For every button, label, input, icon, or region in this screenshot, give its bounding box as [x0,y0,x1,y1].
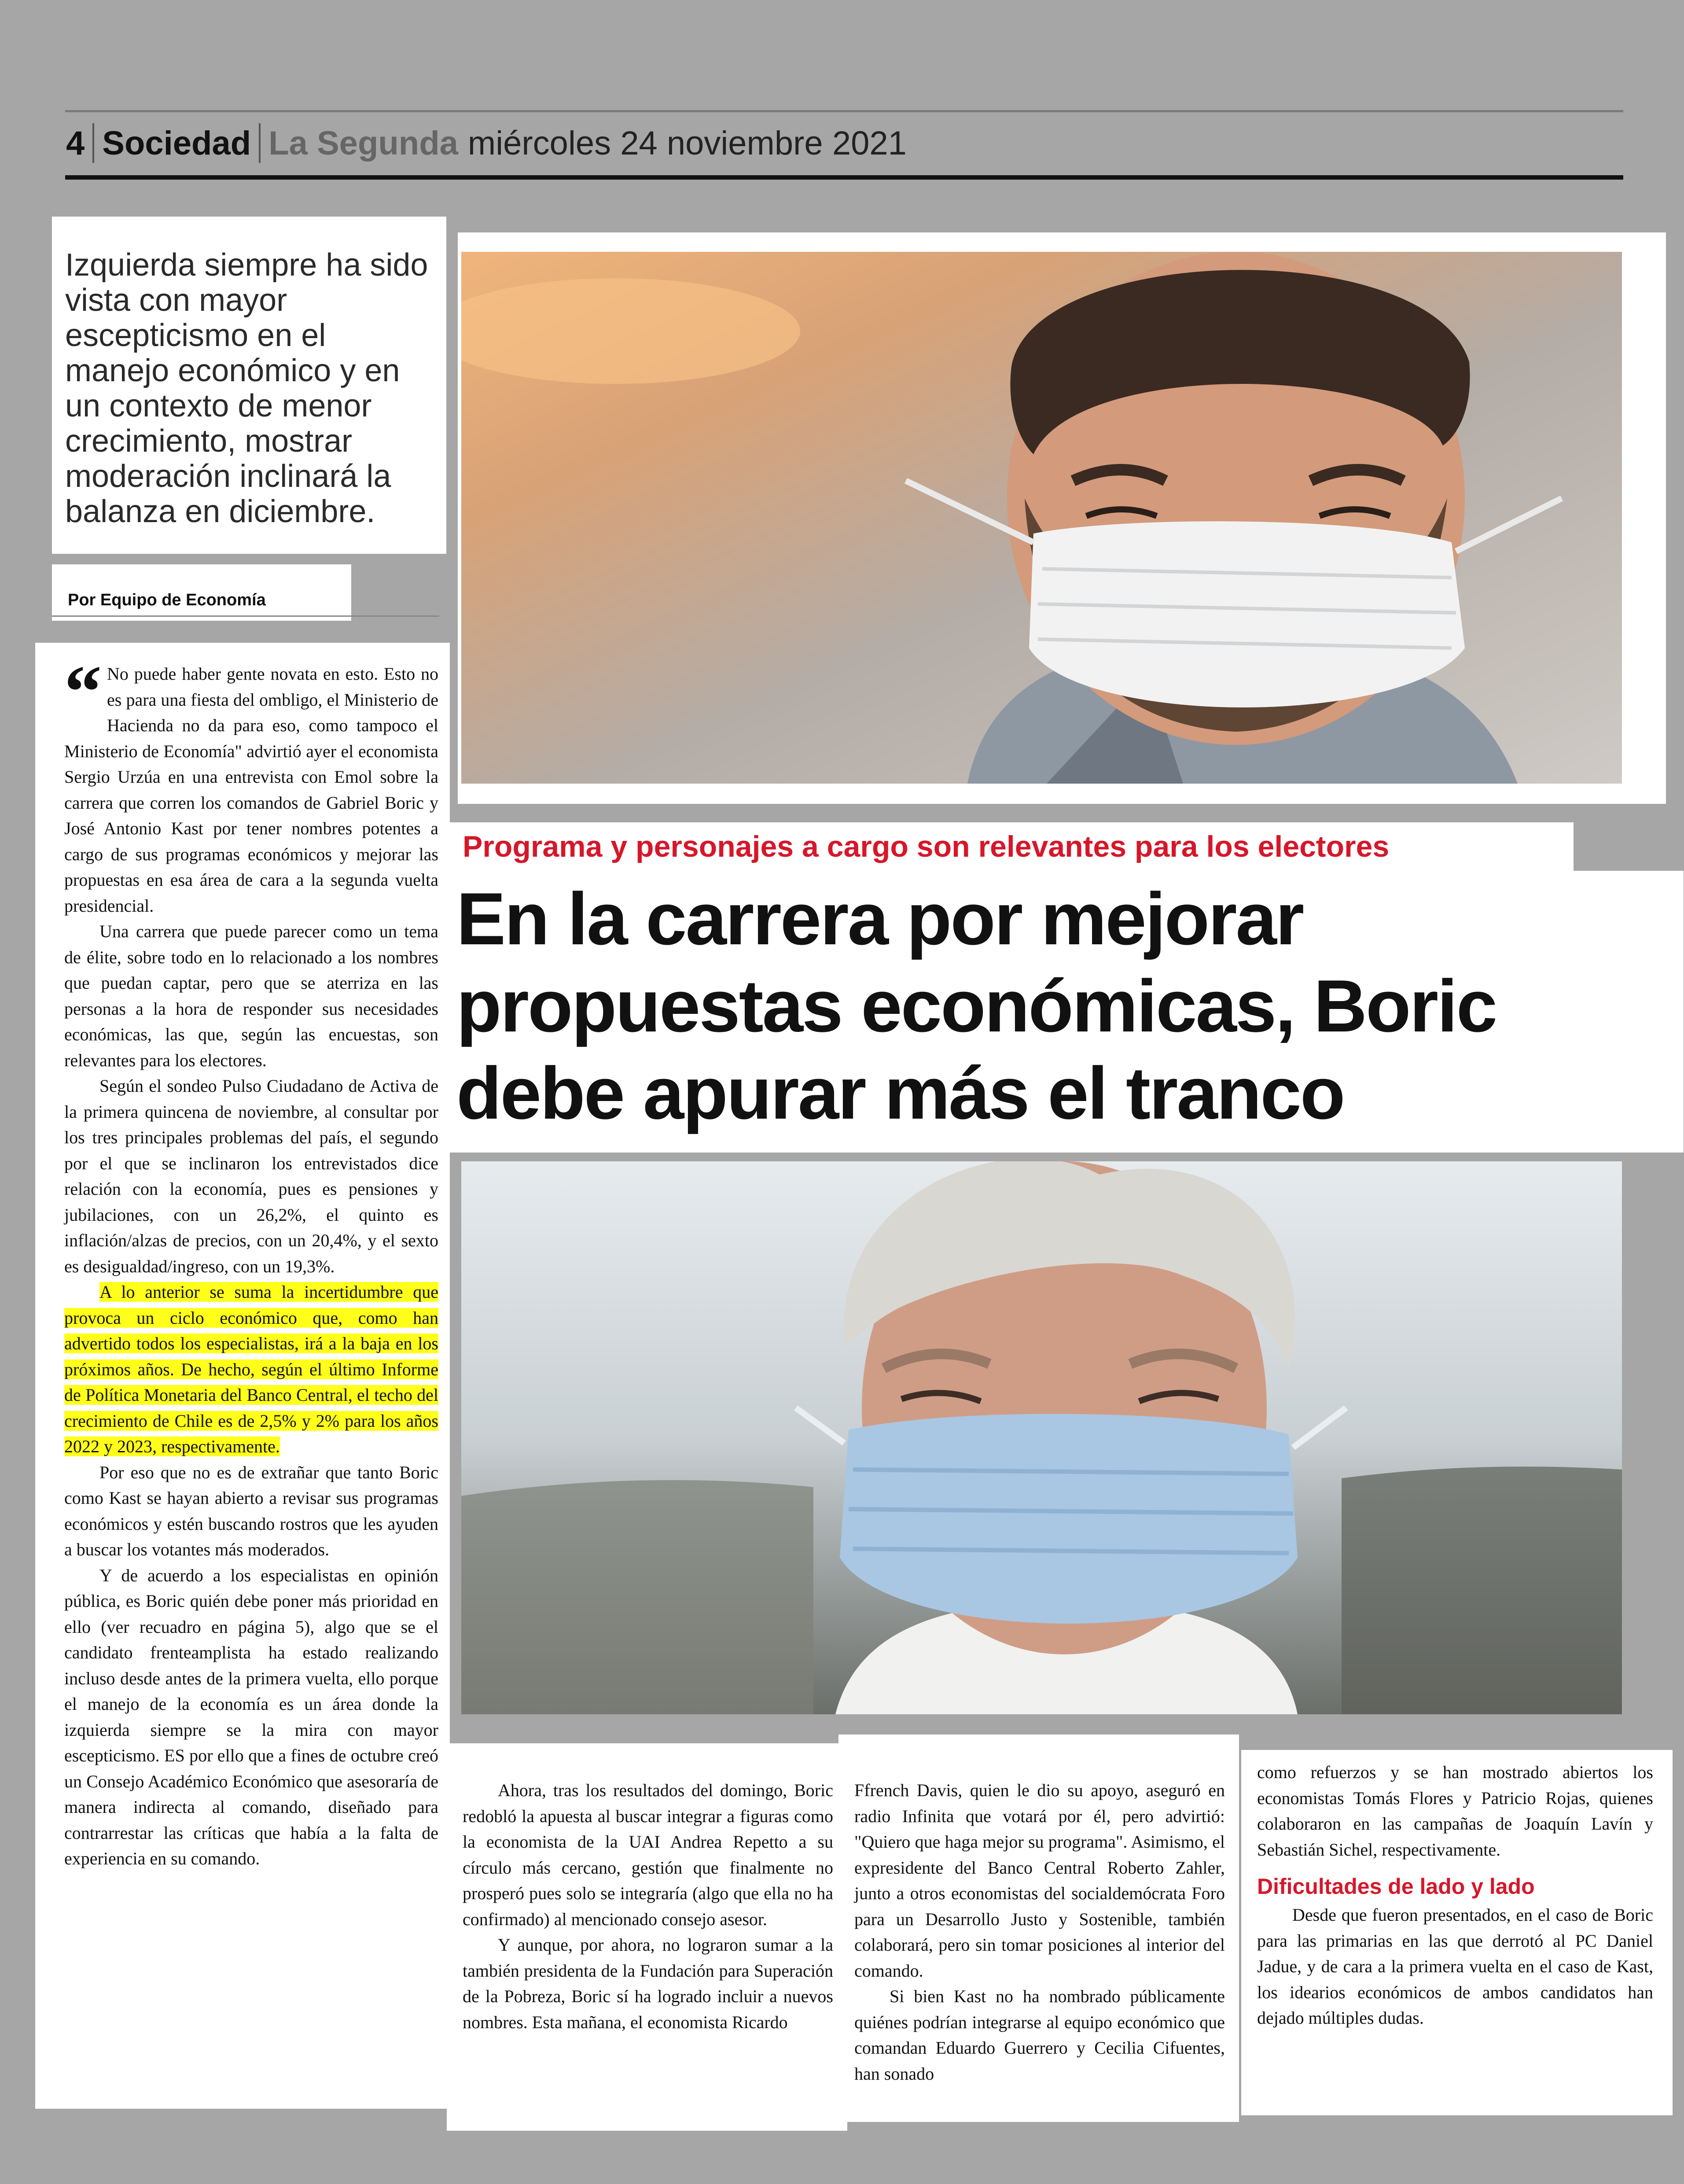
header-top-rule [65,110,1623,112]
subheading: Dificultades de lado y lado [1257,1874,1535,1899]
paragraph: “ No puede haber gente novata en esto. Esto no es para una fiesta del ombligo, el Ministerio de Hacienda no da para eso, como tampoco el Ministerio de Economía" advirtió ayer el economista Sergio Urzúa en una entrevista con Emol sobre la carrera que corren los comandos de Gabriel Boric y José Antonio Kast por tener nombres potentes a cargo de sus programas económicos y mejorar las propuestas en esa área de cara a la segunda vuelta presidencial. [64,650,438,916]
column-2-text [463,1778,833,2035]
paragraph: Y aunque, por ahora, no lograron sumar a la también presidenta de la Fundación para Superación de la Pobreza, Boric sí ha logrado incluir a nuevos nombres. Esta mañana, el economista Ricardo [463,1935,833,2032]
publication-name: La Segunda [268,124,458,162]
paragraph: Desde que fueron presentados, en el caso de Boric para las primarias en las que derrotó al PC Daniel Jadue, y de cara a la primera vuelta en el caso de Kast, los idearios económicos de ambos candidatos han dejado múltiples dudas. [1257,1905,1653,2028]
publication-date: miércoles 24 noviembre 2021 [467,124,907,162]
opening-quote-mark: “ [64,650,102,733]
column-3-text [854,1778,1225,2087]
paragraph: Por eso que no es de extrañar que tanto Boric como Kast se hayan abierto a revisar sus programas económicos y estén buscando rostros que les ayuden a buscar los votantes más moderados. [64,1462,438,1559]
pull-quote: Izquierda siempre ha sido vista con mayor escepticismo en el manejo económico y en un contexto de menor crecimiento, mostrar moderación inclinará la balanza en diciembre. [65,247,428,529]
paragraph: Ffrench Davis, quien le dio su apoyo, aseguró en radio Infinita que votará por él, pero advirtió: "Quiero que haga mejor su programa". Asimismo, el expresidente del Banco Central Roberto Zahler, junto a otros economistas del socialdemócrata Foro para un Desarrollo Justo y Sostenible, también colaborará, pero sin tomar posiciones al interior del comando. [854,1780,1225,1981]
column-4 [1241,1750,1673,2115]
byline-box [52,564,351,621]
kicker-box [447,822,1574,871]
headline: En la carrera por mejorar propuestas económicas, Boric debe apurar más el tranco [456,877,1496,1134]
paragraph: Si bien Kast no ha nombrado públicamente quiénes podrían integrarse al equipo económico que comandan Eduardo Guerrero y Cecilia Cifuentes, han sonado [854,1986,1225,2084]
kicker: Programa y personajes a cargo son relevantes para los electores [463,830,1390,863]
column-3 [838,1735,1239,2122]
photo-kast [461,1161,1622,1714]
section-name: Sociedad [102,124,251,162]
highlight: A lo anterior se suma la incertidumbre que provoca un ciclo económico que, como han advertido todos los especialistas, irá a la baja en los próximos años. De hecho, según el último Informe de Política Monetaria del Banco Central, el techo del crecimiento de Chile es de 2,5% y 2% para los años 2022 y 2023, respectivamente. [64,1282,438,1456]
paragraph: Según el sondeo Pulso Ciudadano de Activa de la primera quincena de noviembre, al consultar por los tres principales problemas del país, el segundo por el que se inclinaron los entrevistados dice relación con la economía, pues es pensiones y jubilaciones, con un 26,2%, el quinto es inflación/alzas de precios, con un 20,4%, y el sexto es desigualdad/ingreso, con un 19,3%. [64,1076,438,1276]
paragraph: Y de acuerdo a los especialistas en opinión pública, es Boric quién debe poner más prioridad en ello (ver recuadro en página 5), algo que se el candidato frenteamplista ha estado realizando incluso desde antes de la primera vuelta, ello porque el manejo de la economía es un área donde la izquierda siempre se la mira con mayor escepticismo. ES por ello que a fines de octubre creó un Consejo Académico Económico que asesoraría de manera indirecta al comando, diseñado para contrarrestar las críticas que había a la falta de experiencia en su comando. [64,1565,438,1868]
photo-boric [461,252,1622,784]
headline-box [447,871,1684,1153]
byline-rule [52,615,439,617]
paragraph: Una carrera que puede parecer como un tema de élite, sobre todo en lo relacionado a los nombres que puedan captar, pero que se aterriza en las personas a la hora de responder sus necesidades económicas, las que, según las encuestas, son relevantes para los electores. [64,921,438,1070]
column-2 [447,1743,847,2131]
byline: Por Equipo de Economía [68,591,266,609]
column-4-text [1257,1760,1653,2031]
paragraph: como refuerzos y se han mostrado abiertos los economistas Tomás Flores y Patricio Rojas, quienes colaboraron en las campañas de Joaquín Lavín y Sebastián Sichel, respectivamente. [1257,1762,1653,1860]
left-column-text [64,650,438,1872]
page-number: 4 [66,124,85,162]
highlighted-paragraph [64,1279,438,1460]
page-header [66,114,907,172]
left-column [35,643,450,2109]
header-divider [92,123,94,163]
header-bottom-rule [65,175,1623,180]
paragraph: Ahora, tras los resultados del domingo, Boric redobló la apuesta al buscar integrar a figuras como la economista de la UAI Andrea Repetto a su círculo más cercano, gestión que finalmente no prosperó pues solo se integraría (algo que ella no ha confirmado) al mencionado consejo asesor. [463,1780,833,1929]
photo-kast-illustration [461,1161,1622,1714]
header-divider [259,123,261,163]
pull-quote-box [52,217,446,554]
photo-boric-illustration [461,252,1622,784]
